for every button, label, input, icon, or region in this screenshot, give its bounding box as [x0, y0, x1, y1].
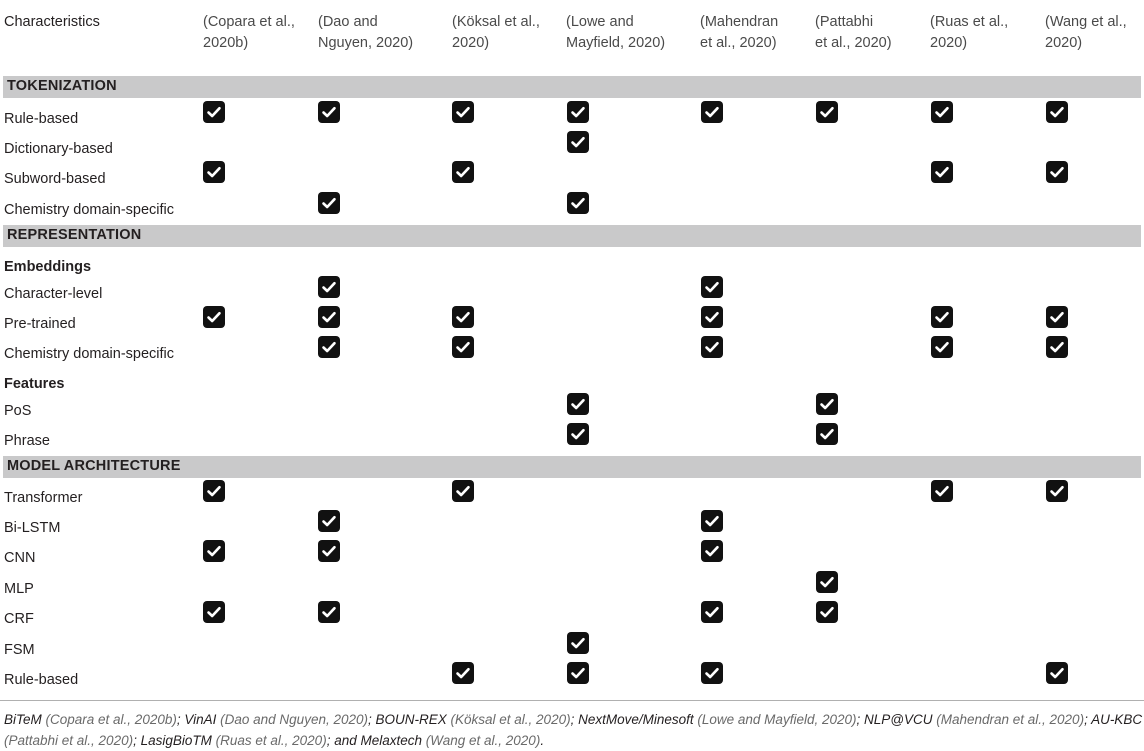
- column-header-1: [203, 12, 295, 54]
- column-header-line: 2020): [452, 35, 490, 51]
- footnote-text: BiTeM: [4, 712, 46, 727]
- table-row: [0, 483, 1144, 513]
- row-label: Dictionary-based: [4, 141, 113, 157]
- row-label: Subword-based: [4, 171, 106, 187]
- column-header-line: Mayfield, 2020): [566, 35, 666, 51]
- row-label: Transformer: [4, 490, 83, 506]
- checkmark-icon: [1046, 336, 1068, 358]
- checkmark-icon: [452, 662, 474, 684]
- row-label: Phrase: [4, 433, 50, 449]
- row-label: CNN: [4, 550, 36, 566]
- checkmark-icon: [318, 192, 340, 214]
- column-header-line: 2020): [930, 35, 968, 51]
- checkmark-icon: [203, 306, 225, 328]
- column-header-2: [318, 12, 413, 54]
- checkmark-icon: [567, 632, 589, 654]
- row-label: Chemistry domain-specific: [4, 346, 175, 362]
- checkmark-icon: [318, 276, 340, 298]
- footnote-citation: (Köksal et al., 2020): [450, 712, 571, 727]
- footnote-divider: [0, 700, 1144, 701]
- table-footnote: [4, 709, 1144, 751]
- column-header-line: (Wang et al.,: [1045, 14, 1127, 30]
- table-row: [0, 164, 1144, 194]
- table-row: [0, 134, 1144, 164]
- column-header-line: (Köksal et al.,: [452, 14, 540, 30]
- checkmark-icon: [1046, 306, 1068, 328]
- column-header-line: et al., 2020): [700, 35, 777, 51]
- checkmark-icon: [816, 601, 838, 623]
- checkmark-icon: [701, 336, 723, 358]
- footnote-text: ; LasigBioTM: [133, 733, 216, 748]
- row-label: MLP: [4, 581, 34, 597]
- column-header-line: (Mahendran: [700, 14, 779, 30]
- checkmark-icon: [931, 480, 953, 502]
- row-label: FSM: [4, 642, 35, 658]
- checkmark-icon: [816, 423, 838, 445]
- footnote-citation: (Wang et al., 2020): [425, 733, 541, 748]
- column-header-5: [700, 12, 778, 54]
- column-header-line: Nguyen, 2020): [318, 35, 414, 51]
- footnote-citation: (Ruas et al., 2020): [215, 733, 327, 748]
- table-row: [0, 635, 1144, 665]
- column-header-line: (Lowe and: [566, 14, 634, 30]
- row-label: Rule-based: [4, 672, 79, 688]
- checkmark-icon: [318, 540, 340, 562]
- checkmark-icon: [452, 306, 474, 328]
- checkmark-icon: [1046, 662, 1068, 684]
- column-header-line: (Dao and: [318, 14, 378, 30]
- checkmark-icon: [701, 601, 723, 623]
- header-characteristics: Characteristics: [4, 14, 100, 30]
- footnote-citation: (Lowe and Mayfield, 2020): [697, 712, 857, 727]
- footnote-text: .: [540, 733, 545, 748]
- footnote-text: ; NLP@VCU: [856, 712, 937, 727]
- table-row: [0, 426, 1144, 456]
- checkmark-icon: [203, 601, 225, 623]
- section-title: MODEL ARCHITECTURE: [7, 458, 181, 474]
- column-header-6: [815, 12, 892, 54]
- footnote-citation: (Mahendran et al., 2020): [936, 712, 1085, 727]
- checkmark-icon: [701, 276, 723, 298]
- column-header-line: et al., 2020): [815, 35, 892, 51]
- column-header-4: [566, 12, 665, 54]
- checkmark-icon: [931, 336, 953, 358]
- table-row: [0, 574, 1144, 604]
- checkmark-icon: [203, 540, 225, 562]
- table-row: [0, 543, 1144, 573]
- checkmark-icon: [701, 540, 723, 562]
- row-label: CRF: [4, 611, 34, 627]
- column-header-line: 2020): [1045, 35, 1083, 51]
- checkmark-icon: [701, 101, 723, 123]
- column-header-line: (Pattabhi: [815, 14, 874, 30]
- row-label: PoS: [4, 403, 32, 419]
- table-row: [0, 309, 1144, 339]
- column-header-line: 2020b): [203, 35, 249, 51]
- column-header-line: (Ruas et al.,: [930, 14, 1009, 30]
- checkmark-icon: [1046, 101, 1068, 123]
- table-row: [0, 339, 1144, 369]
- checkmark-icon: [701, 306, 723, 328]
- footnote-citation: (Pattabhi et al., 2020): [4, 733, 134, 748]
- checkmark-icon: [931, 101, 953, 123]
- row-label: Chemistry domain-specific: [4, 202, 175, 218]
- subgroup-label: Features: [4, 376, 65, 392]
- checkmark-icon: [701, 510, 723, 532]
- footnote-text: ; VinAI: [176, 712, 221, 727]
- checkmark-icon: [452, 336, 474, 358]
- section-title: REPRESENTATION: [7, 227, 142, 243]
- checkmark-icon: [1046, 480, 1068, 502]
- checkmark-icon: [816, 101, 838, 123]
- checkmark-icon: [567, 423, 589, 445]
- footnote-text: ; BOUN-REX: [368, 712, 451, 727]
- checkmark-icon: [452, 101, 474, 123]
- checkmark-icon: [567, 192, 589, 214]
- row-label: Character-level: [4, 286, 103, 302]
- column-header-line: (Copara et al.,: [203, 14, 295, 30]
- section-title: TOKENIZATION: [7, 78, 117, 94]
- checkmark-icon: [318, 306, 340, 328]
- row-label: Bi-LSTM: [4, 520, 61, 536]
- column-header-7: [930, 12, 1008, 54]
- footnote-citation: (Copara et al., 2020b): [45, 712, 177, 727]
- row-label: Pre-trained: [4, 316, 76, 332]
- checkmark-icon: [816, 393, 838, 415]
- column-header-3: [452, 12, 540, 54]
- column-header-8: [1045, 12, 1127, 54]
- table-row: [0, 396, 1144, 426]
- checkmark-icon: [452, 480, 474, 502]
- checkmark-icon: [931, 161, 953, 183]
- checkmark-icon: [318, 336, 340, 358]
- checkmark-icon: [203, 480, 225, 502]
- subgroup-label: Embeddings: [4, 259, 92, 275]
- checkmark-icon: [816, 571, 838, 593]
- row-label: Rule-based: [4, 111, 79, 127]
- footnote-text: ; and Melaxtech: [326, 733, 426, 748]
- footnote-text: ; NextMove/Minesoft: [570, 712, 698, 727]
- checkmark-icon: [567, 101, 589, 123]
- section-header: [3, 225, 1141, 247]
- table-row: [0, 104, 1144, 134]
- checkmark-icon: [203, 161, 225, 183]
- checkmark-icon: [318, 601, 340, 623]
- table-row: [0, 604, 1144, 634]
- checkmark-icon: [318, 510, 340, 532]
- checkmark-icon: [567, 131, 589, 153]
- table-row: [0, 279, 1144, 309]
- table-row: [0, 513, 1144, 543]
- checkmark-icon: [452, 161, 474, 183]
- section-header: [3, 76, 1141, 98]
- checkmark-icon: [701, 662, 723, 684]
- checkmark-icon: [318, 101, 340, 123]
- table-row: [0, 195, 1144, 225]
- section-header: [3, 456, 1141, 478]
- checkmark-icon: [203, 101, 225, 123]
- footnote-citation: (Dao and Nguyen, 2020): [220, 712, 368, 727]
- checkmark-icon: [567, 393, 589, 415]
- checkmark-icon: [1046, 161, 1068, 183]
- footnote-text: ; AU-KBC: [1084, 712, 1143, 727]
- subgroup-row: [0, 252, 1144, 282]
- checkmark-icon: [931, 306, 953, 328]
- table-row: [0, 665, 1144, 695]
- checkmark-icon: [567, 662, 589, 684]
